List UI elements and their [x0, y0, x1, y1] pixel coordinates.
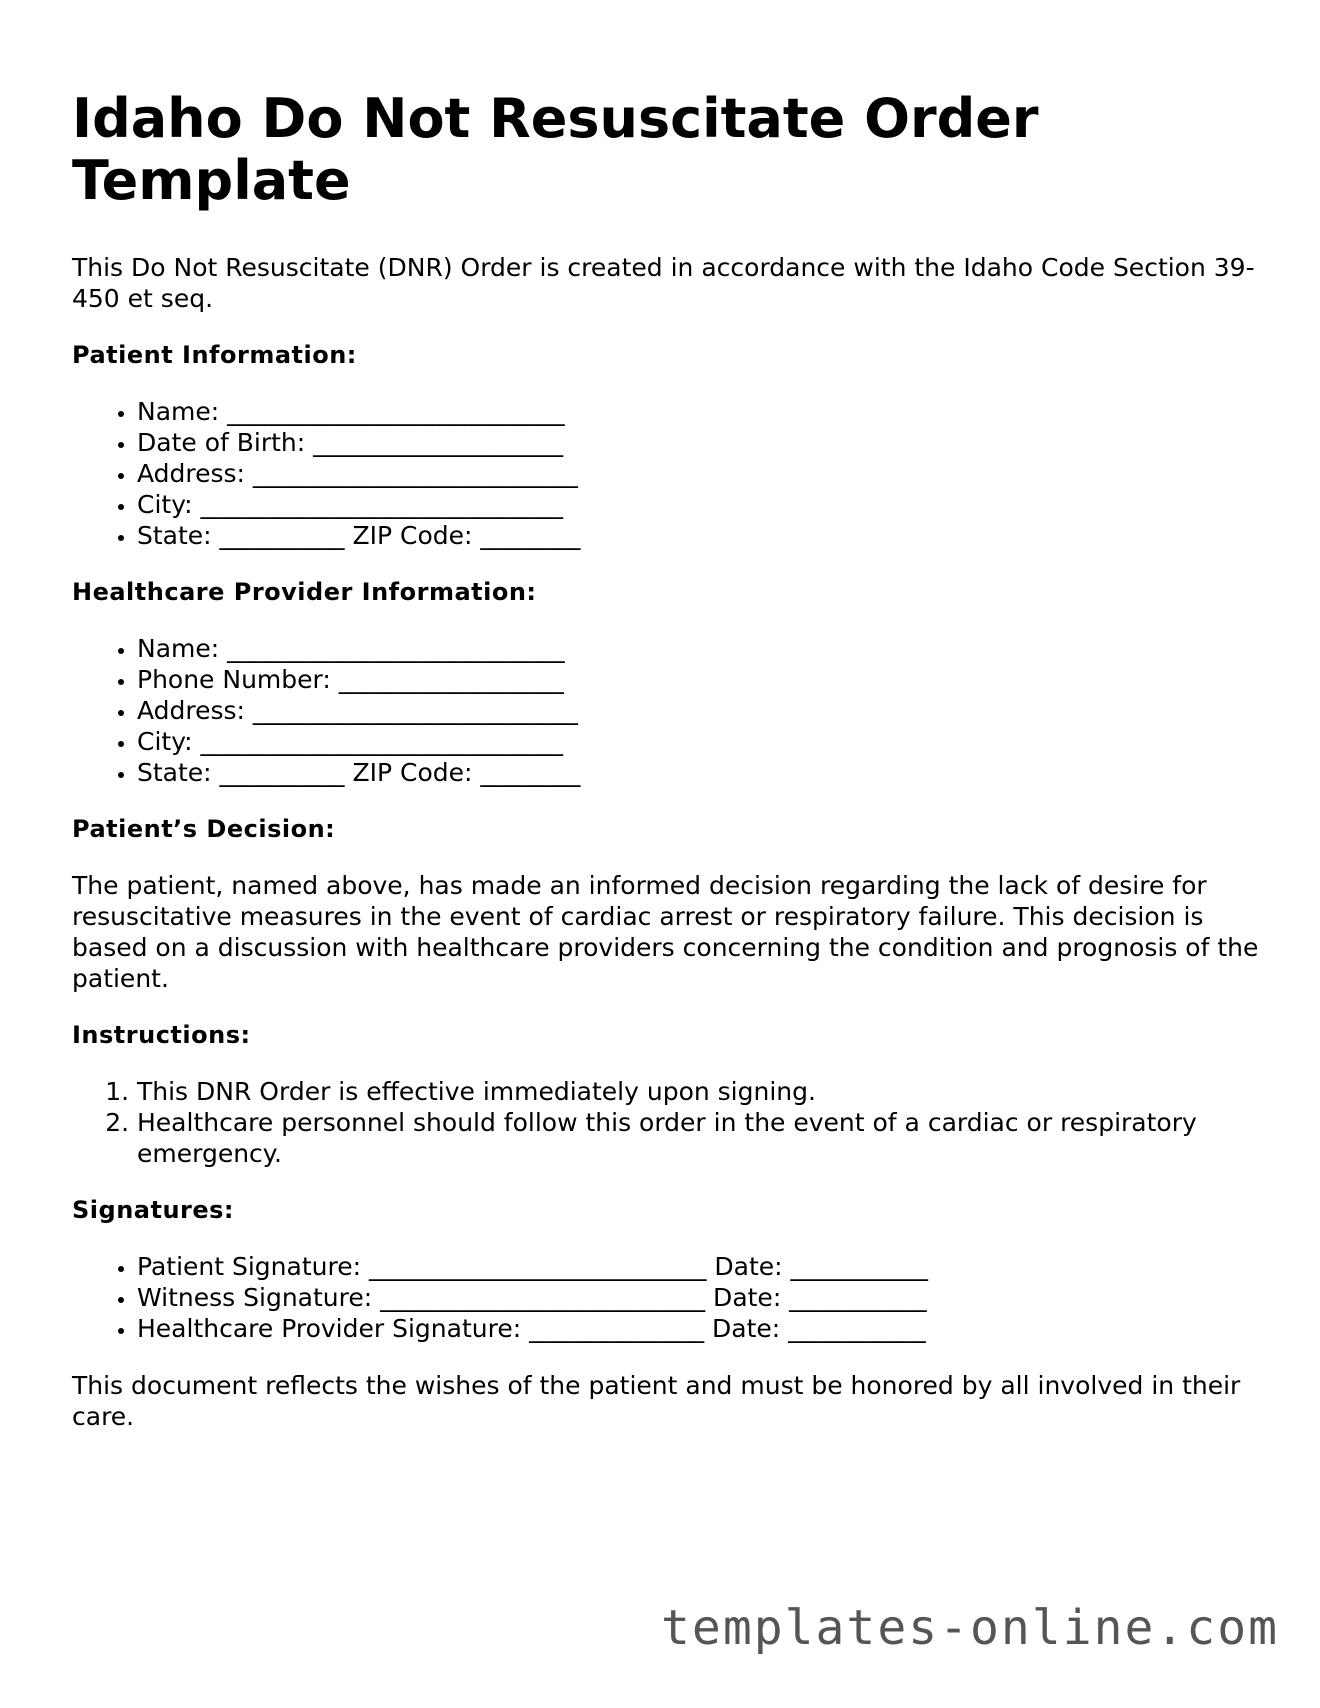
- decision-heading: Patient’s Decision:: [72, 815, 336, 843]
- provider-address-field: • Address: __________________________: [137, 695, 1272, 726]
- patient-info-list: [72, 396, 1272, 551]
- signatures-heading: Signatures:: [72, 1196, 235, 1224]
- instructions-list: [72, 1076, 1272, 1169]
- instruction-item: 1. This DNR Order is effective immediately upon signing.: [137, 1076, 1272, 1107]
- patient-city-field: • City: _____________________________: [137, 489, 1272, 520]
- page-title: Idaho Do Not Resuscitate Order Template: [72, 87, 1039, 212]
- instructions-heading: Instructions:: [72, 1021, 251, 1049]
- closing-paragraph: This document reflects the wishes of the patient and must be honored by all involved in their care.: [72, 1371, 1241, 1431]
- provider-phone-field: • Phone Number: __________________: [137, 664, 1272, 695]
- watermark: templates-online.com: [661, 1600, 1279, 1656]
- patient-signature-field: • Patient Signature: ___________________________ Date: ___________: [137, 1251, 1272, 1282]
- instruction-item: 2. Healthcare personnel should follow this order in the event of a cardiac or respiratory emergency.: [137, 1107, 1272, 1169]
- provider-signature-field: • Healthcare Provider Signature: ______________ Date: ___________: [137, 1313, 1272, 1344]
- provider-info-heading: Healthcare Provider Information:: [72, 578, 537, 606]
- patient-name-field: • Name: ___________________________: [137, 396, 1272, 427]
- witness-signature-field: • Witness Signature: __________________________ Date: ___________: [137, 1282, 1272, 1313]
- provider-name-field: • Name: ___________________________: [137, 633, 1272, 664]
- patient-address-field: • Address: __________________________: [137, 458, 1272, 489]
- patient-state-zip-field: • State: __________ ZIP Code: ________: [137, 520, 1272, 551]
- patient-info-heading: Patient Information:: [72, 341, 357, 369]
- decision-paragraph: The patient, named above, has made an informed decision regarding the lack of desire for resuscitative measures in the event of cardiac arrest or respiratory failure. This decision is based on a discussion with healthcare providers concerning the condition and prognosis of the patient.: [72, 871, 1259, 993]
- intro-paragraph: This Do Not Resuscitate (DNR) Order is created in accordance with the Idaho Code Section 39-450 et seq.: [72, 253, 1255, 313]
- provider-state-zip-field: • State: __________ ZIP Code: ________: [137, 757, 1272, 788]
- signatures-list: [72, 1251, 1272, 1344]
- provider-city-field: • City: _____________________________: [137, 726, 1272, 757]
- provider-info-list: [72, 633, 1272, 788]
- document-page: [72, 88, 1272, 1458]
- patient-dob-field: • Date of Birth: ____________________: [137, 427, 1272, 458]
